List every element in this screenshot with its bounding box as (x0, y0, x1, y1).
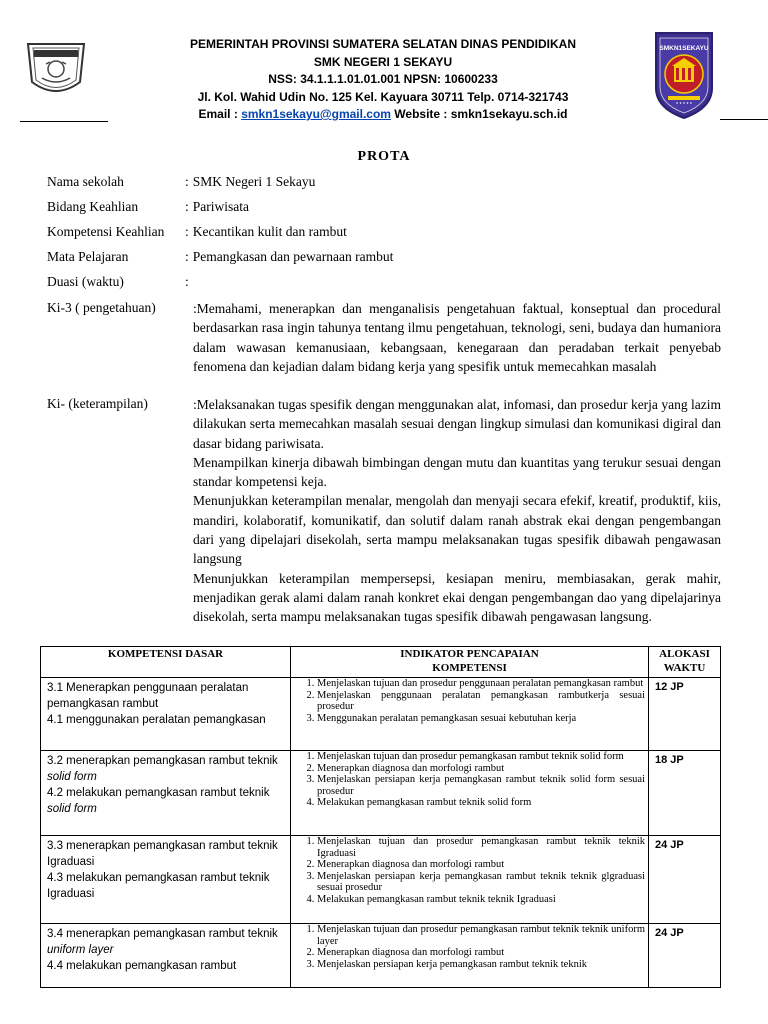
kd-skill (47, 785, 284, 817)
indicator-item: 1. Menjelaskan tujuan dan prosedur pemangkasan rambut teknik teknik uniform layer (317, 924, 645, 947)
letterhead-address: Jl. Kol. Wahid Udin No. 125 Kel. Kayuara 30711 Telp. 0714-321743 (197, 89, 569, 104)
letterhead-rule-left (20, 121, 108, 122)
indicator-item: 2. Menerapkan diagnosa dan morfologi rambut (317, 859, 645, 871)
letterhead-rule-right (720, 119, 768, 120)
kd-skill: 4.3 melakukan pemangkasan rambut teknik Igraduasi (47, 872, 270, 900)
ki4-paragraph: Menunjukkan keterampilan menalar, mengolah dan menyaji secara efekif, kreatif, produktif, kiis, mandiri, kolaboratif, komunikatif, dan solutif dalam ranah abstrak ekai dengan pengembangan dari yang dipelajari disekolah, serta mampu melaksanakan tugas spesifik dibawah pengawasan langsung (193, 493, 721, 567)
website-text: Website : smkn1sekayu.sch.id (390, 107, 568, 121)
header-alokasi (649, 647, 721, 678)
ki4-paragraph: Menampilkan kinerja dibawah bimbingan dengan mutu dan kuantitas yang terukur sesuai dengan standar kompetensi keja. (193, 454, 721, 490)
kd-cell (41, 836, 291, 924)
kd-knowledge-text: 3.2 menerapkan pemangkasan rambut teknik (47, 755, 278, 767)
ki3-label: Ki-3 ( pengetahuan) (47, 300, 156, 315)
indicator-item: 2. Menerapkan diagnosa dan morfologi rambut (317, 947, 645, 959)
indicator-cell (291, 924, 649, 988)
ki4-text (193, 395, 721, 627)
svg-text:★ ★ ★ ★ ★: ★ ★ ★ ★ ★ (675, 101, 693, 105)
kd-knowledge: 3.1 Menerapkan penggunaan peralatan pemangkasan rambut (47, 682, 249, 710)
kd-cell (41, 678, 291, 751)
info-sep: : (185, 249, 189, 264)
kd-cell (41, 751, 291, 836)
kd-knowledge (47, 753, 284, 785)
letterhead-contact (140, 106, 626, 124)
email-label: Email : (198, 107, 242, 121)
indicator-item: 4. Melakukan pemangkasan rambut teknik teknik Igraduasi (317, 894, 645, 906)
info-row-subject (47, 249, 393, 265)
email-link[interactable]: smkn1sekayu@gmail.com (241, 107, 391, 121)
table-row (41, 836, 721, 924)
letterhead-nss: NSS: 34.1.1.1.01.01.001 NPSN: 10600233 (268, 72, 498, 86)
province-logo (24, 38, 88, 102)
info-row-school (47, 174, 315, 190)
header-alokasi-line2: WAKTU (663, 662, 706, 674)
letterhead (140, 36, 626, 124)
header-kompetensi-dasar: KOMPETENSI DASAR (41, 647, 291, 678)
ki4-paragraph: :Melaksanakan tugas spesifik dengan menggunakan alat, infomasi, dan prosedur kerja yang lazim dilakukan serta memecahkan masalah sesuai dengan lingkup simulasi dan komunikasi digiral dan dasar bidang pariwisata. (193, 397, 721, 451)
info-label: Duasi (waktu) (47, 274, 124, 289)
indicator-cell (291, 836, 649, 924)
info-sep: : (185, 224, 189, 239)
indicator-item: 2. Menjelaskan penggunaan peralatan pemangkasan rambutkerja sesuai prosedur (317, 690, 645, 713)
info-value: SMK Negeri 1 Sekayu (192, 174, 316, 189)
indicator-item: 3. Menjelaskan persiapan kerja pemangkasan rambut teknik teknik (317, 959, 645, 971)
ki3-text: :Memahami, menerapkan dan menganalisis pengetahuan faktual, konseptual dan procedural berdasarkan rasa ingin tahunya tentang ilmu pengetahuan, teknologi, seni, budaya dan humaniora dalam wawasan kemanusiaan, kebangsaan, kenegaraan dan peradaban terkait penyebab fenomena dan kejadian dalam bidang kerja yang spesifik untuk memecahkan masalah (193, 301, 721, 374)
kd-cell (41, 924, 291, 988)
ki4-label: Ki- (keterampilan) (47, 396, 148, 411)
alokasi-cell: 24 JP (649, 836, 721, 924)
info-label: Kompetensi Keahlian (47, 224, 165, 239)
alokasi-cell: 12 JP (649, 678, 721, 751)
info-sep: : (185, 274, 189, 289)
school-logo-text: SMKN1SEKAYU (659, 45, 709, 52)
info-value: Pariwisata (192, 199, 250, 214)
alokasi-cell: 24 JP (649, 924, 721, 988)
header-indikator-line1: INDIKATOR PENCAPAIAN (400, 648, 539, 660)
kd-skill: 4.1 menggunakan peralatan pemangkasan (47, 714, 266, 726)
kd-knowledge (47, 926, 284, 958)
kd-skill-technique: solid form (47, 803, 97, 815)
kd-knowledge-technique: uniform layer (47, 944, 114, 956)
indicator-item: 4. Melakukan pemangkasan rambut teknik solid form (317, 797, 645, 809)
header-alokasi-line1: ALOKASI (659, 648, 710, 660)
info-row-competency (47, 224, 347, 240)
header-indikator (291, 647, 649, 678)
info-value: Pemangkasan dan pewarnaan rambut (192, 249, 394, 264)
indicator-cell (291, 751, 649, 836)
kd-skill-text: 4.2 melakukan pemangkasan rambut teknik (47, 787, 270, 799)
kd-skill: 4.4 melakukan pemangkasan rambut (47, 960, 237, 972)
kd-knowledge-technique: solid form (47, 771, 97, 783)
school-logo (652, 30, 716, 120)
indicator-item: 3. Menggunakan peralatan pemangkasan sesuai kebutuhan kerja (317, 713, 645, 725)
info-label: Mata Pelajaran (47, 249, 129, 264)
competency-table (40, 646, 721, 988)
indicator-item: 1. Menjelaskan tujuan dan prosedur pemangkasan rambut teknik solid form (317, 751, 645, 763)
indicator-item: 3. Menjelaskan persiapan kerja pemangkasan rambut teknik solid form sesuai prosedur (317, 774, 645, 797)
ki4-paragraph: Menunjukkan keterampilan mempersepsi, kesiapan meniru, membiasakan, gerak mahir, menjadikan gerak alami dalam ranah konkret ekai dengan pengembangan dao yang dipelajarinya disekolah, serta mampu melaksanakan tugas spesifik dibawah pengawasan langsung. (193, 570, 721, 625)
alokasi-cell: 18 JP (649, 751, 721, 836)
indicator-cell (291, 678, 649, 751)
indicator-item: 1. Menjelaskan tujuan dan prosedur penggunaan peralatan pemangkasan rambut (317, 678, 645, 690)
info-row-duration (47, 274, 193, 290)
indicator-item: 2. Menerapkan diagnosa dan morfologi rambut (317, 763, 645, 775)
info-label: Bidang Keahlian (47, 199, 139, 214)
header-indikator-line2: KOMPETENSI (432, 662, 507, 674)
letterhead-agency: PEMERINTAH PROVINSI SUMATERA SELATAN DINAS PENDIDIKAN (189, 37, 576, 51)
info-label: Nama sekolah (47, 174, 124, 189)
kd-knowledge: 3.3 menerapkan pemangkasan rambut teknik Igraduasi (47, 840, 278, 868)
info-value: Kecantikan kulit dan rambut (192, 224, 347, 239)
table-row (41, 924, 721, 988)
table-header-row (41, 647, 721, 678)
info-sep: : (185, 199, 189, 214)
info-sep: : (185, 174, 189, 189)
letterhead-school-name: SMK NEGERI 1 SEKAYU (313, 54, 453, 69)
info-row-field (47, 199, 249, 215)
indicator-item: 3. Menjelaskan persiapan kerja pemangkasan rambut teknik teknik glgraduasi sesuai prosedur (317, 871, 645, 894)
table-row (41, 678, 721, 751)
document-title: PROTA (357, 149, 411, 164)
indicator-item: 1. Menjelaskan tujuan dan prosedur pemangkasan rambut teknik teknik Igraduasi (317, 836, 645, 859)
kd-knowledge-text: 3.4 menerapkan pemangkasan rambut teknik (47, 928, 278, 940)
table-row (41, 751, 721, 836)
